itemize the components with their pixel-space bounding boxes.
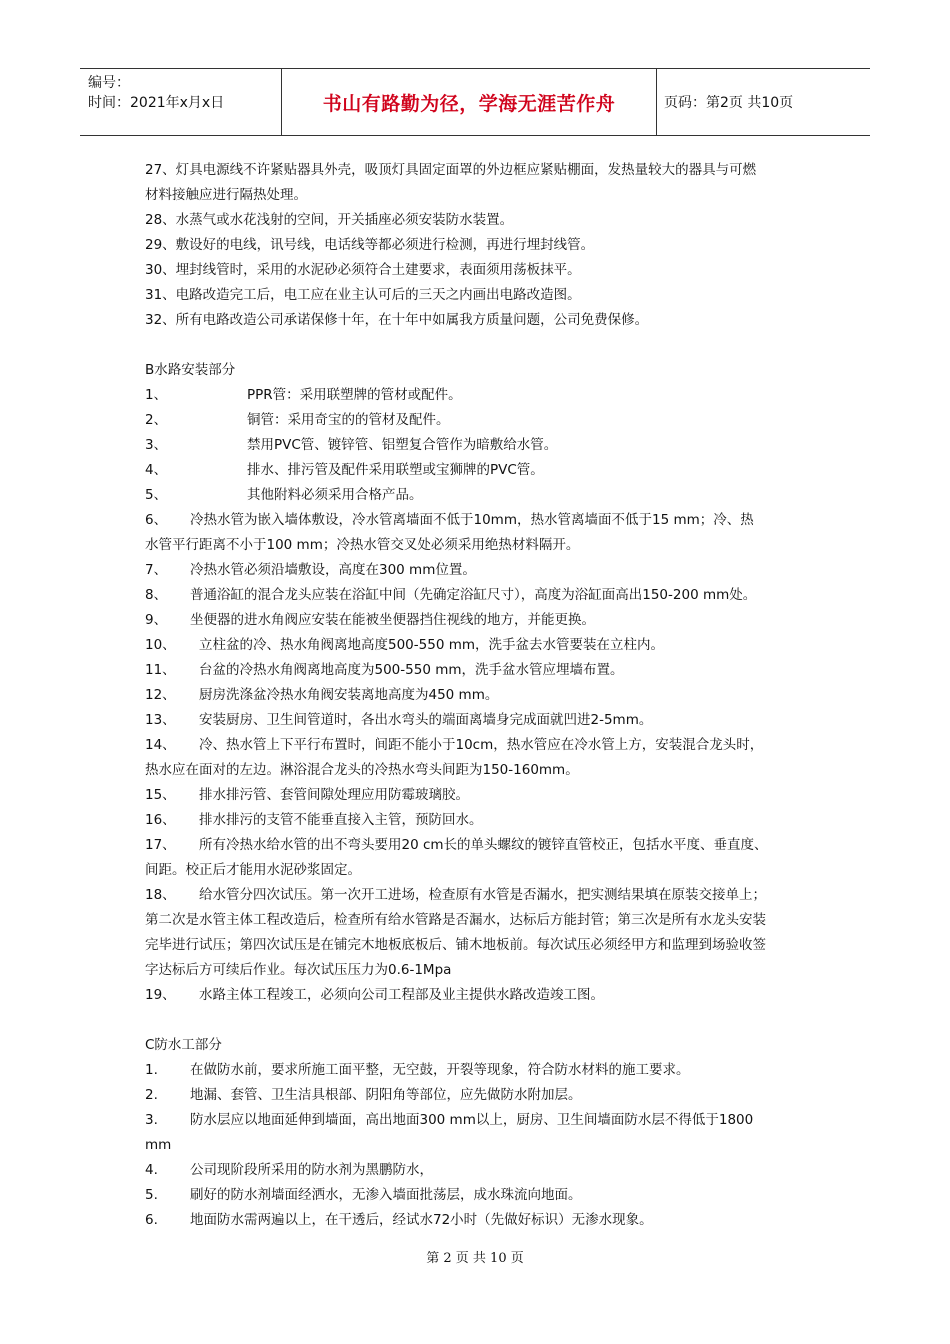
list-item	[145, 1208, 825, 1233]
text-line	[145, 1208, 825, 1233]
item-text: 在做防水前，要求所施工面平整，无空鼓，开裂等现象，符合防水材料的施工要求。	[190, 1062, 690, 1078]
item-text: 第二次是水管主体工程改造后，检查所有给水管路是否漏水，达标后方能封管；第三次是所有水龙头安装	[145, 912, 766, 928]
list-item	[145, 983, 825, 1008]
item-text: 地面防水需两遍以上，在干透后，经试水72小时（先做好标识）无渗水现象。	[190, 1212, 653, 1228]
item-number: 4.	[145, 1162, 158, 1178]
item-text: 冷热水管为嵌入墙体敷设，冷水管离墙面不低于10mm，热水管离墙面不低于15 mm；冷、热	[190, 512, 754, 528]
item-number: 10、	[145, 637, 176, 653]
item-text: 冷、热水管上下平行布置时，间距不能小于10cm，热水管应在冷水管上方，安装混合龙头时，	[199, 737, 764, 753]
item-text: 立柱盆的冷、热水角阀离地高度500-550 mm，洗手盆去水管要装在立柱内。	[199, 637, 664, 653]
item-number: 8、	[145, 587, 168, 603]
item-number: 6、	[145, 512, 168, 528]
list-item	[145, 783, 825, 808]
text-line	[145, 483, 825, 508]
item-number: 5.	[145, 1187, 158, 1203]
section-title: C防水工部分	[145, 1037, 222, 1053]
text-line	[145, 808, 825, 833]
text-line	[145, 1083, 825, 1108]
text-line: 30、埋封线管时，采用的水泥砂必须符合土建要求，表面须用荡板抹平。	[145, 262, 581, 278]
page-header	[80, 68, 870, 136]
text-line	[145, 1158, 825, 1183]
item-text: 铜管：采用奇宝的的管材及配件。	[247, 412, 450, 428]
item-number: 13、	[145, 712, 176, 728]
text-line	[145, 958, 825, 983]
item-text: 给水管分四次试压。第一次开工进场，检查原有水管是否漏水，把实测结果填在原装交接单上；	[199, 887, 766, 903]
list-item	[145, 808, 825, 833]
item-text: 安装厨房、卫生间管道时，各出水弯头的端面离墙身完成面就凹进2-5mm。	[199, 712, 653, 728]
spacer	[145, 333, 825, 358]
text-line: 29、敷设好的电线，讯号线，电话线等都必须进行检测，再进行埋封线管。	[145, 237, 595, 253]
item-text: 字达标后方可续后作业。每次试压压力为0.6-1Mpa	[145, 962, 452, 978]
text-line	[145, 1183, 825, 1208]
item-text: mm	[145, 1137, 172, 1153]
item-number: 6.	[145, 1212, 158, 1228]
item-text: 坐便器的进水角阀应安装在能被坐便器挡住视线的地方，并能更换。	[190, 612, 595, 628]
text-line	[145, 758, 825, 783]
text-line	[145, 858, 825, 883]
section-title: B水路安装部分	[145, 362, 236, 378]
text-line	[145, 1133, 825, 1158]
item-text: 台盆的冷热水角阀离地高度为500-550 mm，洗手盆水管应埋墙布置。	[199, 662, 624, 678]
header-meta	[88, 73, 278, 113]
document-number-label: 编号：	[88, 75, 130, 91]
text-line	[145, 783, 825, 808]
text-line	[145, 383, 825, 408]
item-number: 9、	[145, 612, 168, 628]
text-line	[145, 583, 825, 608]
item-text: 禁用PVC管、镀锌管、铝塑复合管作为暗敷给水管。	[247, 437, 558, 453]
text-line: 27、灯具电源线不许紧贴器具外壳，吸顶灯具固定面罩的外边框应紧贴棚面，发热量较大的器具与可燃	[145, 162, 757, 178]
text-line	[145, 608, 825, 633]
text-line	[145, 533, 825, 558]
list-item	[145, 308, 825, 333]
item-text: 完毕进行试压；第四次试压是在铺完木地板底板后、铺木地板前。每次试压必须经甲方和监理到场验收签	[145, 937, 766, 953]
list-item	[145, 408, 825, 433]
text-line	[145, 983, 825, 1008]
list-item	[145, 1108, 825, 1158]
list-item	[145, 258, 825, 283]
item-number: 16、	[145, 812, 176, 828]
text-line	[145, 683, 825, 708]
list-item	[145, 658, 825, 683]
text-line	[145, 658, 825, 683]
text-line	[145, 558, 825, 583]
list-item	[145, 558, 825, 583]
list-item	[145, 208, 825, 233]
list-item	[145, 233, 825, 258]
text-line: 31、电路改造完工后，电工应在业主认可后的三天之内画出电路改造图。	[145, 287, 581, 303]
item-text: 冷热水管必须沿墙敷设，高度在300 mm位置。	[190, 562, 476, 578]
item-number: 15、	[145, 787, 176, 803]
list-item	[145, 1158, 825, 1183]
document-time-label: 时间：2021年x月x日	[88, 95, 225, 111]
item-number: 12、	[145, 687, 176, 703]
item-text: 间距。校正后才能用水泥砂浆固定。	[145, 862, 361, 878]
page-footer: 第 2 页 共 10 页	[426, 1251, 524, 1266]
text-line: 32、所有电路改造公司承诺保修十年，在十年中如属我方质量问题，公司免费保修。	[145, 312, 649, 328]
list-item	[145, 608, 825, 633]
item-number: 18、	[145, 887, 176, 903]
item-number: 7、	[145, 562, 168, 578]
list-item	[145, 708, 825, 733]
list-item	[145, 1183, 825, 1208]
text-line: 材料接触应进行隔热处理。	[145, 187, 307, 203]
text-line	[145, 508, 825, 533]
item-text: 排水排污管、套管间隙处理应用防霉玻璃胶。	[199, 787, 469, 803]
text-line	[145, 433, 825, 458]
item-number: 2.	[145, 1087, 158, 1103]
text-line	[145, 408, 825, 433]
item-number: 2、	[145, 412, 168, 428]
item-text: PPR管：采用联塑牌的管材或配件。	[247, 387, 462, 403]
header-page-label: 页码：第2页 共10页	[664, 95, 794, 111]
header-motto: 书山有路勤为径，学海无涯苦作舟	[281, 69, 657, 135]
list-item	[145, 1058, 825, 1083]
item-number: 3、	[145, 437, 168, 453]
list-item	[145, 483, 825, 508]
list-item	[145, 583, 825, 608]
item-number: 5、	[145, 487, 168, 503]
item-number: 1.	[145, 1062, 158, 1078]
text-line	[145, 633, 825, 658]
item-text: 水管平行距离不小于100 mm；冷热水管交叉处必须采用绝热材料隔开。	[145, 537, 580, 553]
list-item	[145, 383, 825, 408]
spacer	[145, 1008, 825, 1033]
text-line	[145, 883, 825, 908]
list-item	[145, 833, 825, 883]
text-line	[145, 833, 825, 858]
item-text: 所有冷热水给水管的出不弯头要用20 cm长的单头螺纹的镀锌直管校正，包括水平度、垂直度、	[199, 837, 768, 853]
item-number: 19、	[145, 987, 176, 1003]
list-item	[145, 1083, 825, 1108]
item-text: 刷好的防水剂墙面经洒水，无渗入墙面批荡层，成水珠流向地面。	[190, 1187, 582, 1203]
document-body	[145, 158, 825, 1233]
list-item	[145, 508, 825, 558]
item-text: 其他附料必须采用合格产品。	[247, 487, 423, 503]
list-item	[145, 683, 825, 708]
item-number: 3.	[145, 1112, 158, 1128]
item-number: 17、	[145, 837, 176, 853]
item-text: 地漏、套管、卫生洁具根部、阴阳角等部位，应先做防水附加层。	[190, 1087, 582, 1103]
item-number: 11、	[145, 662, 176, 678]
item-text: 防水层应以地面延伸到墙面，高出地面300 mm以上，厨房、卫生间墙面防水层不得低于1800	[190, 1112, 754, 1128]
item-text: 热水应在面对的左边。淋浴混合龙头的冷热水弯头间距为150-160mm。	[145, 762, 579, 778]
item-text: 普通浴缸的混合龙头应装在浴缸中间（先确定浴缸尺寸），高度为浴缸面高出150-200 mm处。	[190, 587, 757, 603]
text-line	[145, 708, 825, 733]
text-line	[145, 908, 825, 933]
list-item	[145, 433, 825, 458]
list-item	[145, 158, 825, 208]
item-text: 排水、排污管及配件采用联塑或宝狮牌的PVC管。	[247, 462, 544, 478]
item-number: 4、	[145, 462, 168, 478]
text-line	[145, 1108, 825, 1133]
item-text: 排水排污的支管不能垂直接入主管，预防回水。	[199, 812, 483, 828]
list-item	[145, 283, 825, 308]
item-text: 公司现阶段所采用的防水剂为黑鹏防水，	[190, 1162, 433, 1178]
item-number: 14、	[145, 737, 176, 753]
text-line	[145, 458, 825, 483]
list-item	[145, 633, 825, 658]
list-item	[145, 733, 825, 783]
text-line	[145, 1058, 825, 1083]
item-text: 水路主体工程竣工，必须向公司工程部及业主提供水路改造竣工图。	[199, 987, 604, 1003]
text-line	[145, 733, 825, 758]
text-line: 28、水蒸气或水花浅射的空间，开关插座必须安装防水装置。	[145, 212, 514, 228]
item-number: 1、	[145, 387, 168, 403]
list-item	[145, 458, 825, 483]
item-text: 厨房洗涤盆冷热水角阀安装离地高度为450 mm。	[199, 687, 499, 703]
text-line	[145, 933, 825, 958]
list-item	[145, 883, 825, 983]
